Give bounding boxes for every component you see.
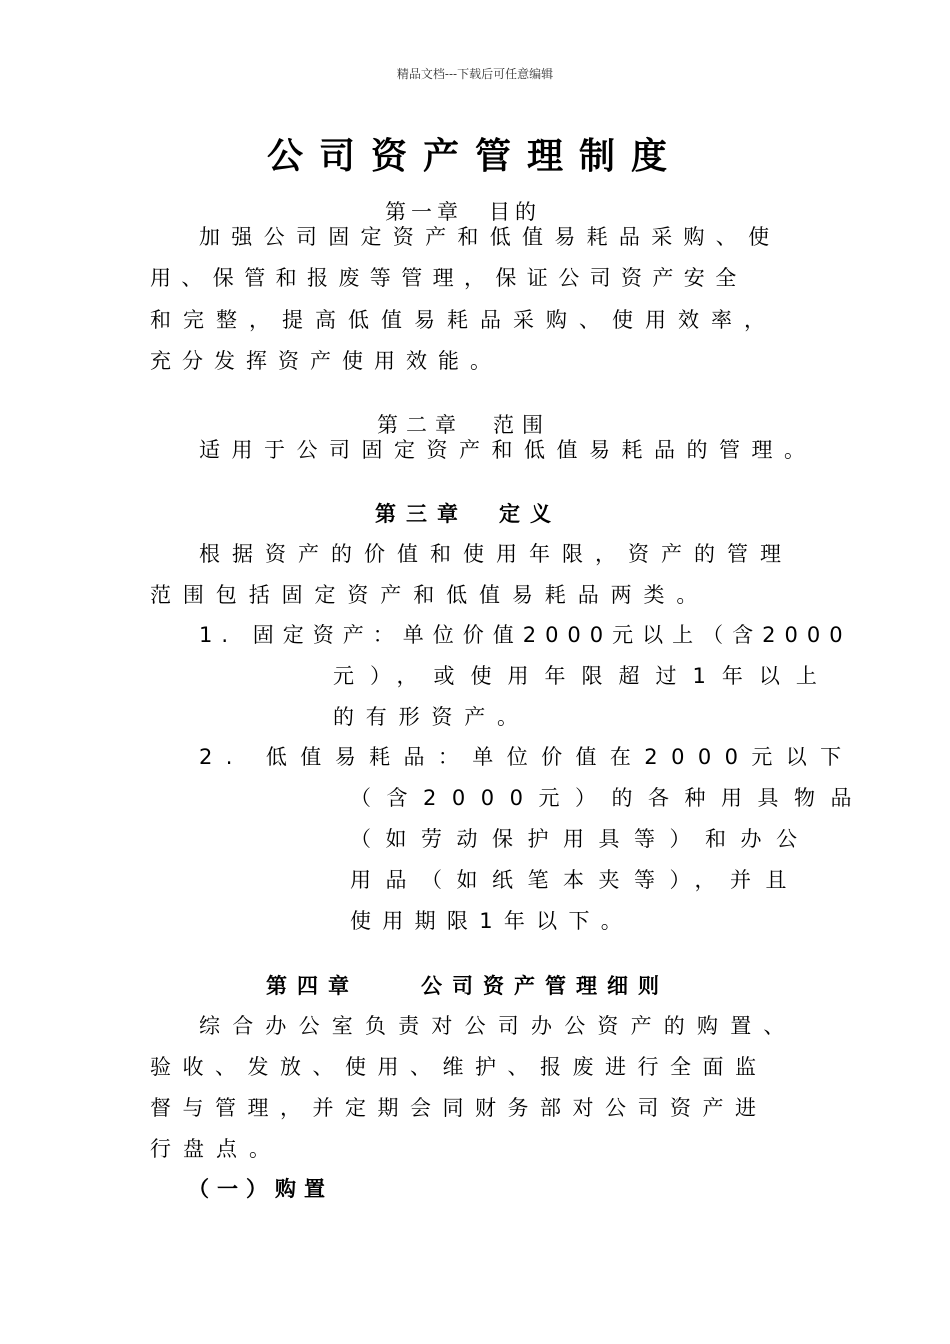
paragraph-line: 范围包括固定资产和低值易耗品两类。	[150, 583, 710, 607]
list-item-1-cont: 元），或使用年限超过1年以上	[333, 664, 833, 688]
paragraph-line: 加强公司固定资产和低值易耗品采购、使	[199, 225, 781, 249]
list-item-2-cont: （含2000元）的各种用具物品	[350, 786, 867, 810]
list-item-1: 1. 固定资产：单位价值2000元以上（含2000	[199, 623, 852, 647]
section-heading: （一）购置	[188, 1177, 333, 1201]
paragraph-line: 适用于公司固定资产和低值易耗品的管理。	[199, 438, 817, 462]
chapter-1-heading: 第一章 目的	[385, 200, 541, 224]
chapter-4-heading: 第四章 公司资产管理细则	[266, 974, 669, 998]
paragraph-line: 行盘点。	[150, 1137, 282, 1161]
list-item-2-cont: 使用期限1年以下。	[350, 909, 634, 933]
list-item-2-cont: （如劳动保护用具等）和办公	[350, 827, 812, 851]
paragraph-line: 综合办公室负责对公司办公资产的购置、	[199, 1014, 797, 1038]
list-item-2: 2. 低值易耗品：单位价值在2000元以下	[199, 745, 855, 769]
chapter-3-heading: 第三章 定义	[375, 502, 561, 526]
chapter-2-heading: 第二章 范围	[377, 413, 551, 437]
paragraph-line: 督与管理，并定期会同财务部对公司资产进	[150, 1096, 768, 1120]
list-item-2-cont: 用品（如纸笔本夹等），并且	[350, 868, 801, 892]
paragraph-line: 验收、发放、使用、维护、报废进行全面监	[150, 1055, 768, 1079]
document-title: 公司资产管理制度	[266, 136, 683, 177]
paragraph-line: 根据资产的价值和使用年限，资产的管理	[199, 542, 793, 566]
list-item-1-cont: 的有形资产。	[333, 705, 530, 729]
paragraph-line: 充分发挥资产使用效能。	[150, 349, 502, 373]
page-header: 精品文档---下载后可任意编辑	[396, 67, 554, 81]
paragraph-line: 用、保管和报废等管理，保证公司资产安全	[150, 266, 747, 290]
paragraph-line: 和完整，提高低值易耗品采购、使用效率，	[150, 308, 777, 332]
